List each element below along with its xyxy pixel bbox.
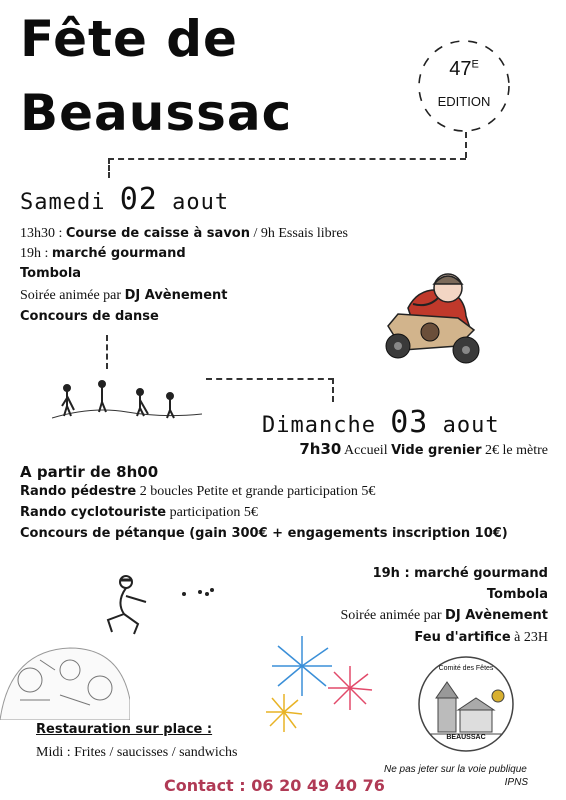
edition-number: $47^E$ [449, 58, 479, 80]
connector [465, 132, 467, 158]
saturday-line-tombola: Tombola [20, 266, 82, 281]
sunday-line-rando-cyclo: Rando cyclotouriste participation 5€ [20, 505, 258, 520]
notice-line-1: Ne pas jeter sur la voie publique [384, 764, 527, 775]
food-doodle-illustration [0, 640, 130, 720]
sunday-evening-tombola: Tombola [486, 587, 548, 602]
saturday-line-marche: 19h : marché gourmand [20, 246, 186, 261]
saturday-line-dj: Soirée animée par DJ Avènement [20, 288, 228, 303]
sunday-line-rando-pedestre: Rando pédestre 2 boucles Petite et grande participation 5€ [20, 484, 376, 499]
fireworks-illustration [262, 632, 380, 736]
connector [108, 158, 466, 160]
connector [206, 378, 334, 380]
restauration-text: Midi : Frites / saucisses / sandwichs [36, 745, 238, 760]
sunday-line-start: A partir de 8h00 [20, 463, 159, 481]
connector [332, 378, 334, 402]
restauration-title: Restauration sur place : [36, 722, 213, 737]
title-line-2: Beaussac [20, 84, 293, 142]
saturday-heading: Samedi 02 aout [20, 182, 230, 217]
connector [108, 158, 110, 178]
soapbox-car-illustration [378, 268, 488, 373]
sunday-heading: Dimanche 03 aout [262, 405, 500, 440]
petanque-player-illustration [96, 572, 226, 640]
sunday-evening-dj: Soirée animée par DJ Avènement [340, 608, 548, 623]
edition-badge [412, 34, 516, 138]
saturday-line-danse: Concours de danse [20, 309, 159, 324]
logo-bottom-text: BEAUSSAC [446, 734, 486, 741]
contact-phone: Contact : 06 20 49 40 76 [164, 776, 385, 795]
hikers-illustration [52, 376, 202, 426]
sunday-evening-marche: 19h : marché gourmand [372, 566, 548, 581]
sunday-vide-grenier: 7h30 Accueil Vide grenier 2€ le mètre [299, 440, 548, 458]
connector [106, 335, 108, 369]
saturday-line-caisse: 13h30 : Course de caisse à savon / 9h Essais libres [20, 226, 348, 241]
title-line-1: Fête de [20, 10, 238, 68]
sunday-evening-feu: Feu d'artifice à 23H [414, 630, 548, 645]
logo-top-text: Comité des Fêtes [438, 665, 494, 672]
edition-label: EDITION [437, 94, 491, 109]
sunday-line-petanque: Concours de pétanque (gain 300€ + engagements inscription 10€) [20, 526, 508, 541]
notice-line-2: IPNS [504, 777, 528, 788]
